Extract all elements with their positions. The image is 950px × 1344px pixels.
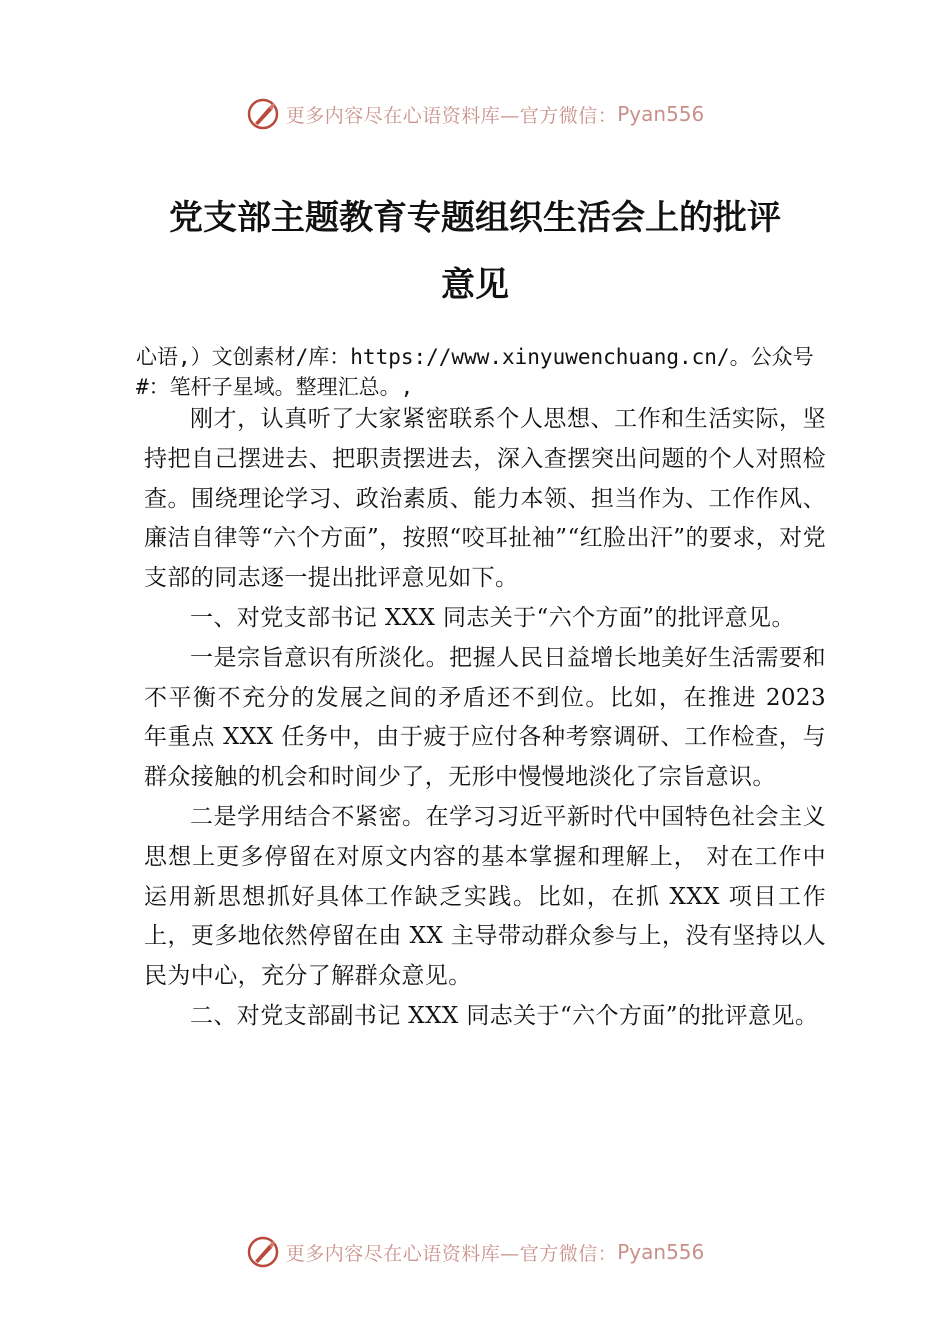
footer-banner (0, 1232, 950, 1272)
body-paragraph: 刚才，认真听了大家紧密联系个人思想、工作和生活实际，坚持把自己摆进去、把职责摆进去，深入查摆突出问题的个人对照检查。围绕理论学习、政治素质、能力本领、担当作为、工作作风、廉洁自律等“六个方面”，按照“咬耳扯袖”“红脸出汗”的要求，对党支部的同志逐一提出批评意见如下。 (144, 406, 826, 592)
section-heading: 一、对党支部书记 XXX 同志关于“六个方面”的批评意见。 (190, 604, 795, 631)
pen-logo-icon (246, 97, 280, 131)
header-banner (0, 94, 950, 134)
banner-wechat-id: Pyan556 (617, 1240, 705, 1264)
banner-text: 更多内容尽在心语资料库—官方微信： (285, 1242, 618, 1265)
source-note: 心语,）文创素材/库：https://www.xinyuwenchuang.cn/。公众号#：笔杆子星域。整理汇总。, (136, 345, 814, 399)
banner-wechat-id: Pyan556 (617, 102, 705, 126)
body-paragraph: 一是宗旨意识有所淡化。把握人民日益增长地美好生活需要和不平衡不充分的发展之间的矛盾还不到位。比如，在推进 2023 年重点 XXX 任务中，由于疲于应付各种考察调研、工作检查，与群众接触的机会和时间少了，无形中慢慢地淡化了宗旨意识。 (144, 644, 826, 791)
pen-logo-icon (246, 1235, 280, 1269)
banner-text: 更多内容尽在心语资料库—官方微信： (285, 104, 618, 127)
document-title-line1: 党支部主题教育专题组织生活会上的批评 (169, 198, 781, 238)
body-paragraph: 二是学用结合不紧密。在学习习近平新时代中国特色社会主义思想上更多停留在对原文内容的基本掌握和理解上， 对在工作中运用新思想抓好具体工作缺乏实践。比如，在抓 XXX 项目工作上，更多地依然停留在由 XX 主导带动群众参与上，没有坚持以人民为中心，充分了解群众意见。 (144, 803, 826, 990)
document-title-line2: 意见 (441, 265, 509, 305)
section-heading: 二、对党支部副书记 XXX 同志关于“六个方面”的批评意见。 (190, 1002, 819, 1029)
document-body (144, 400, 826, 1037)
